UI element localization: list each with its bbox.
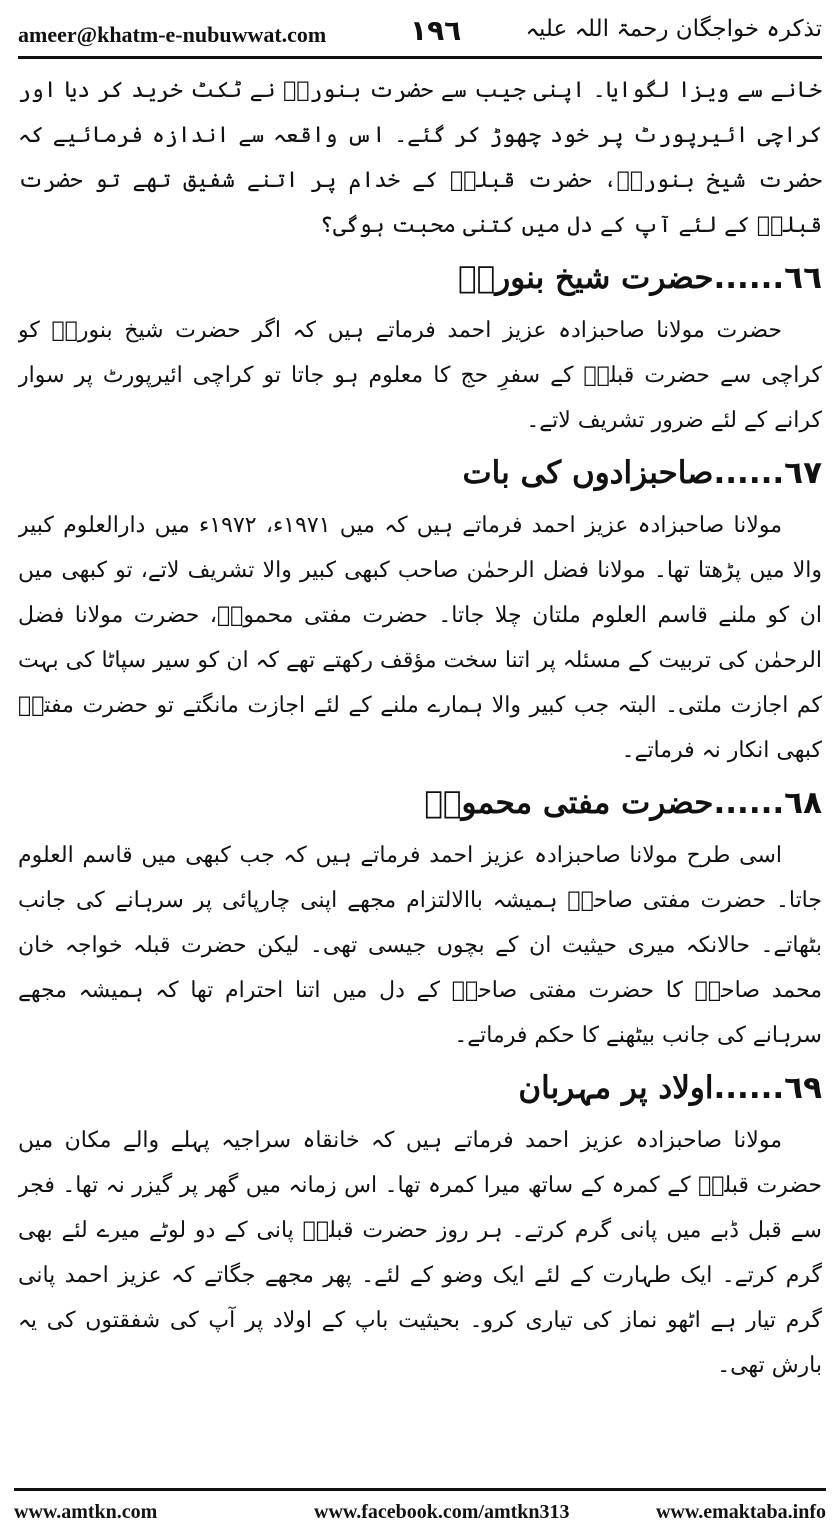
footer-link-facebook[interactable]: www.facebook.com/amtkn313 <box>314 1501 570 1523</box>
heading-67 <box>18 447 822 499</box>
paragraph-1: خانے سے ویزا لگوایا۔ اپنی جیب سے حضرت بنوریؒ نے ٹکٹ خرید کر دیا اور کراچی ائیرپورٹ پر خود چھوڑ کر گئے۔ اس واقعہ سے اندازہ فرمائیے کہ حضرت شیخ بنوریؒ، حضرت قبلہؒ کے خدام پر اتنے شفیق تھے تو حضرت قبلہؒ کے لئے آپ کے دل میں کتنی محبت ہوگی؟ <box>18 78 822 238</box>
heading-66-title: حضرت شیخ بنوریؒ <box>458 260 714 296</box>
heading-69-title: اولاد پر مہربان <box>518 1070 714 1106</box>
header-email: ameer@khatm-e-nubuwwat.com <box>18 22 327 47</box>
paragraph-5: مولانا صاحبزادہ عزیز احمد فرماتے ہیں کہ خانقاہ سراجیہ پہلے والے مکان میں حضرت قبلہؒ کے کمرہ کے ساتھ میرا کمرہ تھا۔ اس زمانہ میں گھر پر گیزر نہ تھا۔ فجر سے قبل ڈبے میں پانی گرم کرتے۔ ہر روز حضرت قبلہؒ پانی کے دو لوٹے میرے لئے بھی گرم کرتے۔ ایک طہارت کے لئے ایک وضو کے لئے۔ پھر مجھے جگاتے کہ عزیز احمد پانی گرم تیار ہے اٹھو نماز کی تیاری کرو۔ بحیثیت باپ کے اولاد پر آپ کی شفقتوں کی یہ بارش تھی۔ <box>18 1128 822 1378</box>
heading-67-number: ٦٧...... <box>713 455 822 491</box>
heading-69 <box>18 1062 822 1114</box>
page-number: ۱۹٦ <box>410 14 462 47</box>
heading-67-title: صاحبزادوں کی بات <box>462 455 714 491</box>
paragraph-2: حضرت مولانا صاحبزادہ عزیز احمد فرماتے ہیں کہ اگر حضرت شیخ بنوریؒ کو کراچی سے حضرت قبلہؒ کے سفرِ حج کا معلوم ہو جاتا تو کراچی ائیرپورٹ پر سوار کرانے کے لئے ضرور تشریف لاتے۔ <box>18 318 822 433</box>
heading-68-title: حضرت مفتی محمودؒ <box>424 785 714 821</box>
heading-66-number: ٦٦...... <box>713 260 822 296</box>
page-header <box>18 6 822 59</box>
heading-68 <box>18 777 822 829</box>
heading-68-number: ٦٨...... <box>713 785 822 821</box>
paragraph-4: اسی طرح مولانا صاحبزادہ عزیز احمد فرماتے ہیں کہ جب کبھی میں قاسم العلوم جاتا۔ حضرت مفتی صاحبؒ ہمیشہ باالالتزام مجھے اپنی چارپائی پر سرہانے کی جانب بٹھاتے۔ حالانکہ میری حیثیت ان کے بچوں جیسی تھی۔ لیکن حضرت قبلہ خواجہ خان محمد صاحبؒ کا حضرت مفتی صاحبؒ کے دل میں اتنا احترام تھا کہ ہمیشہ مجھے سرہانے کی جانب بیٹھنے کا حکم فرماتے۔ <box>18 843 822 1048</box>
heading-69-number: ٦٩...... <box>713 1070 822 1106</box>
footer-link-amtkn[interactable]: www.amtkn.com <box>14 1501 158 1523</box>
running-title: تذکرہ خواجگان رحمۃ اللہ علیہ <box>525 16 822 42</box>
page-body <box>18 68 822 1472</box>
footer-link-emaktaba[interactable]: www.emaktaba.info <box>655 1501 826 1523</box>
paragraph-3: مولانا صاحبزادہ عزیز احمد فرماتے ہیں کہ میں ۱۹۷۱ء، ۱۹۷۲ء میں دارالعلوم کبیر والا میں پڑھتا تھا۔ مولانا فضل الرحمٰن صاحب کبھی کبیر والا تشریف لاتے، تو کبھی میں ان کو ملنے قاسم العلوم ملتان چلا جاتا۔ حضرت مفتی محمودؒ، حضرت مولانا فضل الرحمٰن کی تربیت کے مسئلہ پر اتنا سخت مؤقف رکھتے تھے کہ ان کو سیر سپاٹا کی بہت کم اجازت ملتی۔ البتہ جب کبیر والا ہمارے ملنے کے لئے اجازت مانگتے تو حضرت مفتیؒ کبھی انکار نہ فرماتے۔ <box>18 513 822 763</box>
page-footer <box>14 1488 826 1531</box>
heading-66 <box>18 252 822 304</box>
